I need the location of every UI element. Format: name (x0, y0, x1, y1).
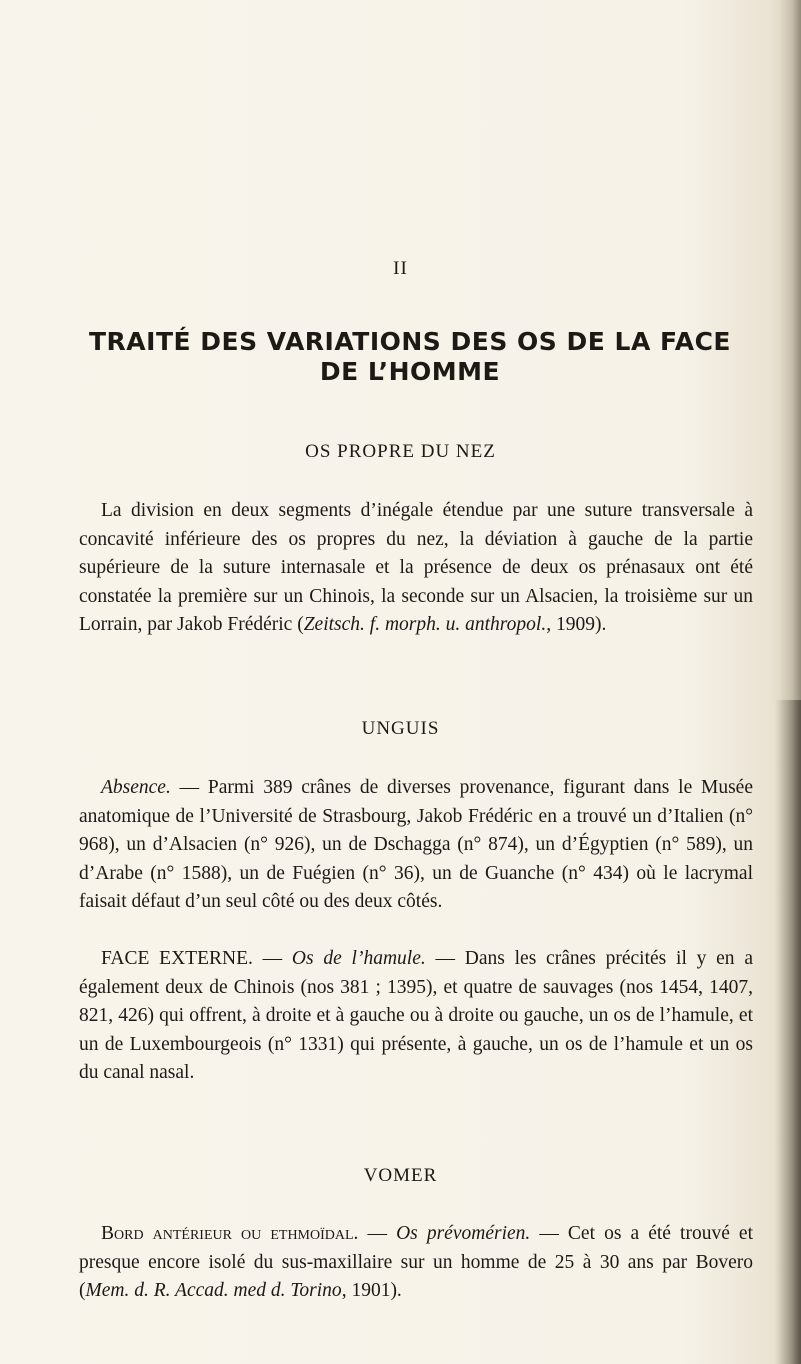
paragraph-vomer (79, 1220, 753, 1306)
paragraph-text-end: , 1909). (546, 614, 607, 635)
paragraph-text: La division en deux segments d’inégale étendue par une suture transversale à concavité inférieure des os propres du nez, la déviation à gauche de la partie supérieure de la suture internasale et la présence de deux os prénasaux ont été constatée la première sur un Chinois, la seconde sur un Alsacien, la troisième sur un Lorrain, par Jakob Frédéric ( (79, 500, 753, 635)
section-heading-vomer: VOMER (363, 1165, 438, 1186)
section-heading-unguis: UNGUIS (361, 718, 440, 739)
paragraph-label: Bord antérieur ou ethmoïdal. (101, 1223, 359, 1244)
paragraph-separator: — (358, 1223, 397, 1244)
paragraph-text: — Cet os a été trouvé et presque encore isolé du sus-maxillaire sur un homme de 25 à 30 ans par Bovero ( (79, 1223, 753, 1301)
paragraph-absence (79, 774, 753, 917)
chapter-title (60, 327, 760, 387)
citation: Mem. d. R. Accad. med d. Torino (85, 1280, 342, 1301)
paragraph-os-propre (79, 497, 753, 640)
page-edge-binding (775, 700, 801, 1364)
chapter-title-line-1: TRAITÉ DES VARIATIONS DES OS DE LA FACE (88, 327, 732, 356)
paragraph-separator: — (252, 948, 292, 969)
chapter-title-line-2: DE L’HOMME (319, 357, 501, 386)
paragraph-text-end: , 1901). (341, 1280, 402, 1301)
paragraph-text: — Parmi 389 crânes de diverses provenance, figurant dans le Musée anatomique de l’Université de Strasbourg, Jakob Frédéric en a trouvé un d’Italien (n° 968), un d’Alsacien (n° 926), un de Dschagga (n° 874), un d’Égyptien (n° 589), un d’Arabe (n° 1588), un de Fuégien (n° 36), un de Guanche (n° 434) où le lacrymal faisait défaut d’un seul côté ou des deux côtés. (79, 777, 753, 912)
paragraph-italic: Os de l’hamule. (291, 948, 426, 969)
paragraph-face-externe (79, 945, 753, 1088)
paragraph-label: FACE EXTERNE. (101, 948, 253, 969)
paragraph-italic: Os prévomérien. (396, 1223, 531, 1244)
paragraph-label: Absence. (101, 777, 171, 798)
section-heading-os-propre: OS PROPRE DU NEZ (305, 441, 496, 462)
paragraph-text: — Dans les crânes précités il y en a également deux de Chinois (nos 381 ; 1395), et quatre de sauvages (nos 1454, 1407, 821, 426) qui offrent, à droite et à gauche ou à droite ou gauche, un os de l’hamule, et un de Luxembourgeois (n° 1331) qui présente, à gauche, un os de l’hamule et un os du canal nasal. (79, 948, 753, 1083)
citation: Zeitsch. f. morph. u. anthropol. (303, 614, 547, 635)
page-number: II (393, 258, 408, 279)
